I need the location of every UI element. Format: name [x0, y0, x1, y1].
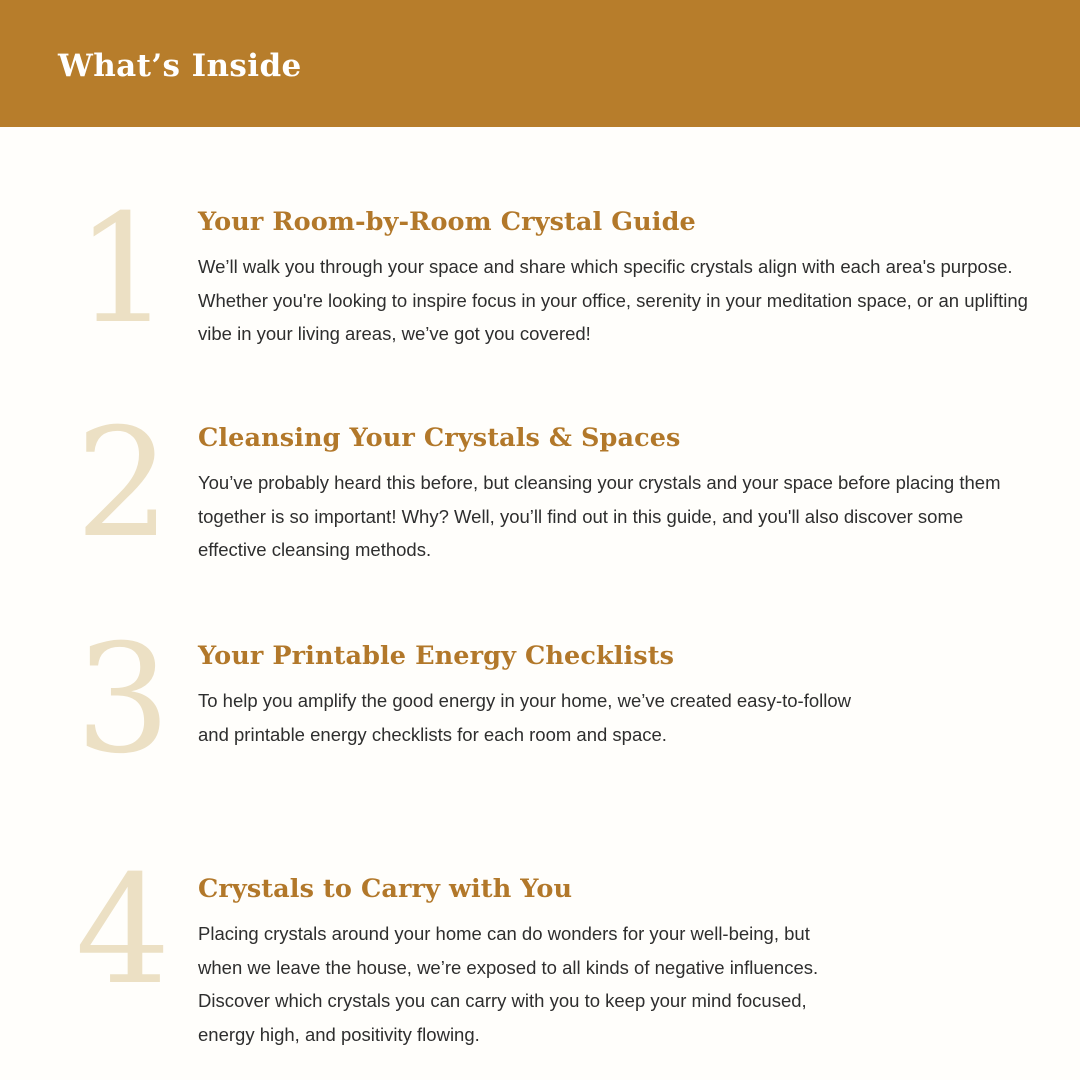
item-body [198, 165, 1040, 351]
item-description: To help you amplify the good energy in your home, we’ve created easy-to-follow and printable energy checklists for each room and space. [198, 689, 851, 745]
item-title: Crystals to Carry with You [198, 873, 573, 904]
item-body [198, 599, 1040, 751]
contents-list [0, 127, 1080, 1052]
list-item [0, 599, 1080, 787]
item-number: 1 [75, 183, 171, 357]
list-item [0, 165, 1080, 357]
item-number: 2 [75, 396, 171, 571]
item-description: You’ve probably heard this before, but cleansing your crystals and your space before placing them together is so important! Why? Well, you’ll find out in this guide, and you'll also discover some effective cleansing methods. [198, 471, 1001, 561]
header-band [0, 0, 1080, 127]
item-description: We’ll walk you through your space and share which specific crystals align with each area's purpose. Whether you're looking to inspire focus in your office, serenity in your meditation space, or an uplifting vibe in your living areas, we’ve got you covered! [198, 256, 1028, 345]
item-number: 4 [75, 843, 171, 1018]
page-title: What’s Inside [58, 48, 302, 84]
item-description: Placing crystals around your home can do wonders for your well-being, but when we leave the house, we’re exposed to all kinds of negative influences. Discover which crystals you can carry with you to keep your mind focused, energy high, and positivity flowing. [198, 922, 819, 1045]
item-number: 3 [75, 612, 171, 787]
item-title: Your Printable Energy Checklists [198, 640, 675, 671]
item-title: Cleansing Your Crystals & Spaces [198, 422, 681, 453]
item-body [198, 381, 1040, 567]
list-item [0, 381, 1080, 571]
list-item [0, 832, 1080, 1052]
item-body [198, 832, 1040, 1052]
item-title: Your Room-by-Room Crystal Guide [198, 207, 696, 237]
